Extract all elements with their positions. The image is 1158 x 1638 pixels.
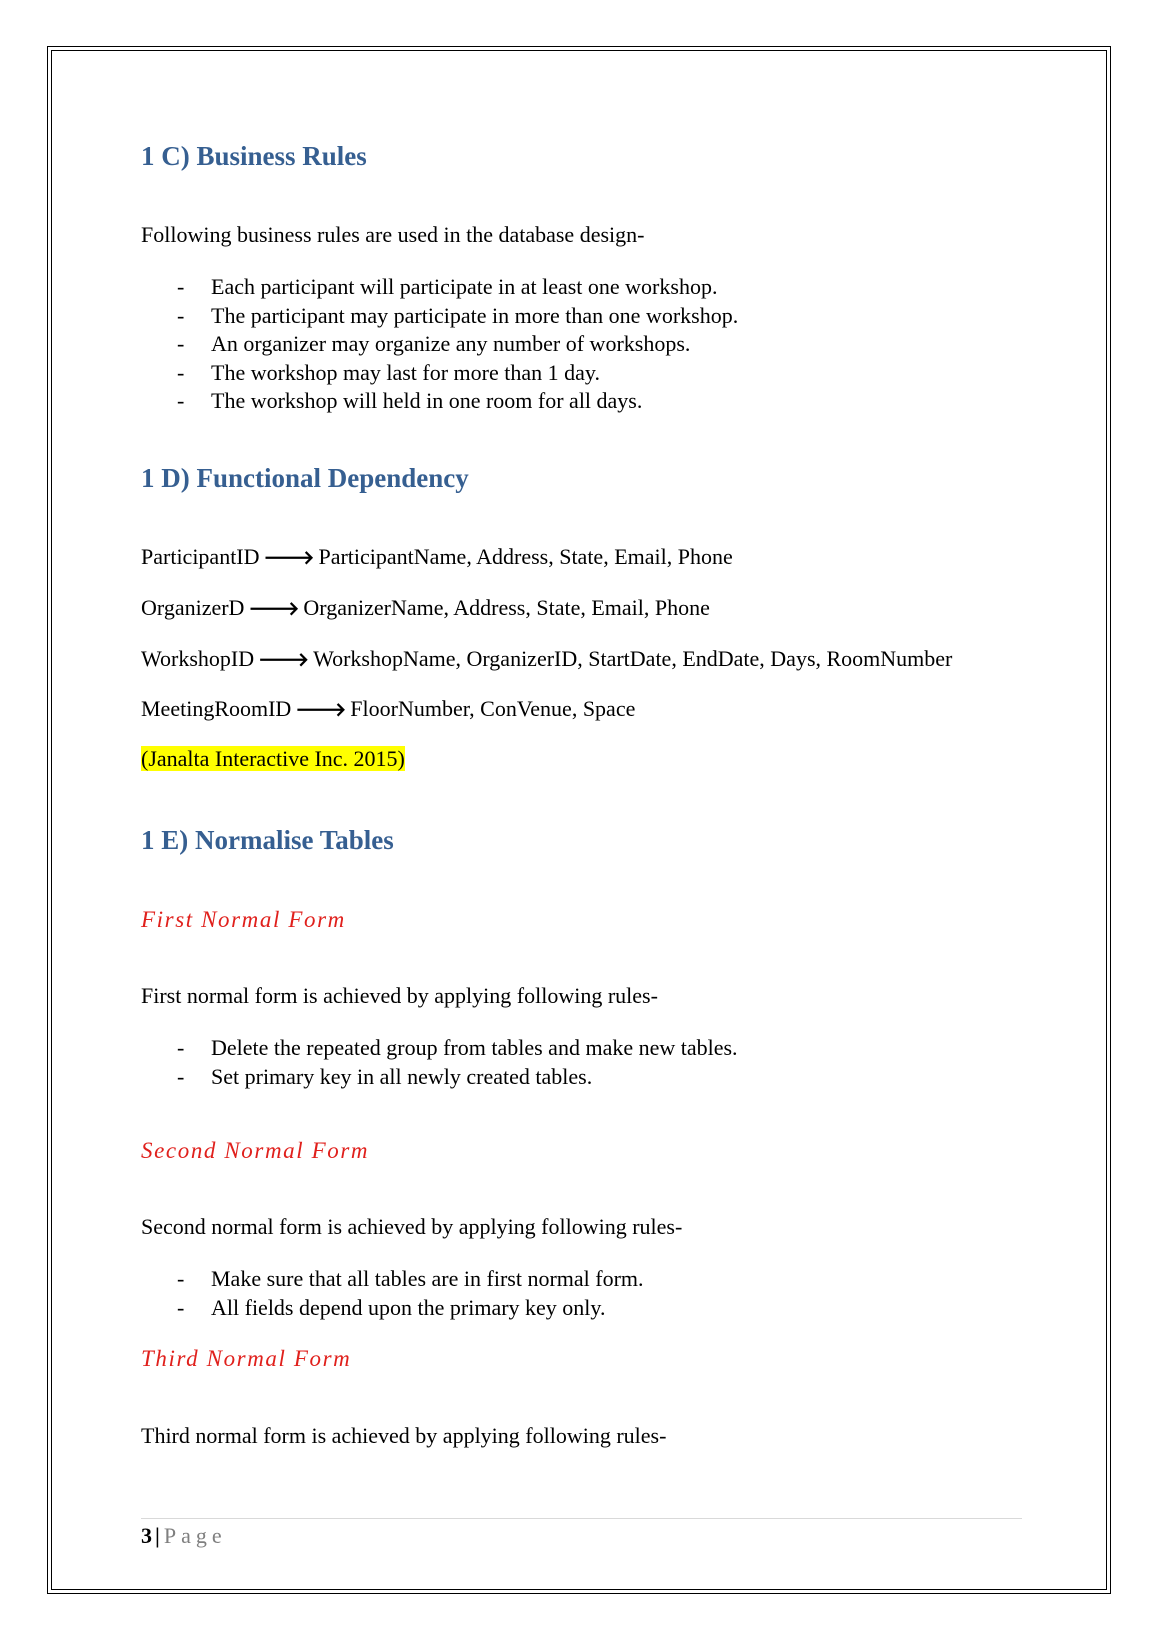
- dependency-rhs: ParticipantName, Address, State, Email, Phone: [318, 544, 733, 569]
- heading-business-rules: 1 C) Business Rules: [141, 141, 367, 171]
- footer-rule: [141, 1518, 1022, 1519]
- list-item: [141, 1063, 738, 1092]
- bullet-dash: -: [177, 1294, 185, 1320]
- dependency-lhs: ParticipantID: [141, 544, 260, 569]
- list-item-text: Make sure that all tables are in first normal form.: [211, 1266, 644, 1291]
- list-item-text: An organizer may organize any number of workshops.: [211, 331, 691, 356]
- list-item: [141, 302, 738, 331]
- citation-highlight: (Janalta Interactive Inc. 2015): [141, 746, 405, 771]
- list-item: [141, 1294, 644, 1323]
- bullet-dash: -: [177, 302, 185, 328]
- subheading-third-normal-form: Third Normal Form: [141, 1346, 352, 1371]
- list-item: [141, 359, 738, 388]
- dependency-rhs: WorkshopName, OrganizerID, StartDate, EndDate, Days, RoomNumber: [313, 646, 953, 671]
- second-normal-form-intro: Second normal form is achieved by applying following rules-: [141, 1214, 683, 1239]
- dependency-lhs: MeetingRoomID: [141, 696, 292, 721]
- page-footer: [141, 1523, 227, 1549]
- dependency-row: [141, 546, 733, 568]
- bullet-dash: -: [177, 388, 185, 413]
- dependency-lhs: WorkshopID: [141, 646, 255, 671]
- list-item-text: Set primary key in all newly created tables.: [211, 1063, 593, 1089]
- bullet-dash: -: [177, 1035, 185, 1060]
- subheading-first-normal-form: First Normal Form: [141, 907, 346, 932]
- first-normal-form-list: [141, 1034, 738, 1091]
- dependency-rhs: OrganizerName, Address, State, Email, Phone: [303, 595, 710, 620]
- list-item-text: The participant may participate in more than one workshop.: [211, 302, 739, 328]
- heading-functional-dependency: 1 D) Functional Dependency: [141, 463, 469, 493]
- bullet-dash: -: [177, 331, 185, 356]
- list-item: [141, 1265, 644, 1294]
- list-item-text: Each participant will participate in at least one workshop.: [211, 274, 718, 299]
- page-label: Page: [163, 1523, 227, 1548]
- third-normal-form-intro: Third normal form is achieved by applying following rules-: [141, 1423, 667, 1448]
- list-item: [141, 273, 738, 302]
- dependency-rhs: FloorNumber, ConVenue, Space: [350, 696, 636, 721]
- dependency-row: [141, 597, 710, 619]
- list-item-text: All fields depend upon the primary key only.: [211, 1294, 606, 1320]
- heading-normalise-tables: 1 E) Normalise Tables: [141, 825, 394, 855]
- first-normal-form-intro: First normal form is achieved by applying following rules-: [141, 983, 658, 1008]
- list-item: [141, 1034, 738, 1063]
- bullet-dash: -: [177, 274, 185, 299]
- dependency-row: [141, 648, 952, 670]
- bullet-dash: -: [177, 1063, 185, 1089]
- list-item: [141, 387, 738, 416]
- list-item: [141, 330, 738, 359]
- footer-separator: |: [155, 1523, 160, 1548]
- right-arrow-icon: 🡒: [295, 699, 347, 721]
- bullet-dash: -: [177, 359, 185, 385]
- citation: [141, 748, 405, 770]
- dependency-lhs: OrganizerD: [141, 595, 245, 620]
- page-number: 3: [141, 1523, 152, 1548]
- right-arrow-icon: 🡒: [248, 598, 300, 620]
- business-rules-intro: Following business rules are used in the database design-: [141, 222, 645, 247]
- right-arrow-icon: 🡒: [258, 649, 310, 671]
- dependency-row: [141, 698, 635, 720]
- business-rules-list: [141, 273, 738, 416]
- right-arrow-icon: 🡒: [263, 547, 315, 569]
- second-normal-form-list: [141, 1265, 644, 1322]
- list-item-text: The workshop may last for more than 1 day.: [211, 359, 600, 385]
- bullet-dash: -: [177, 1266, 185, 1291]
- list-item-text: Delete the repeated group from tables and make new tables.: [211, 1035, 738, 1060]
- subheading-second-normal-form: Second Normal Form: [141, 1138, 370, 1163]
- list-item-text: The workshop will held in one room for all days.: [211, 388, 643, 413]
